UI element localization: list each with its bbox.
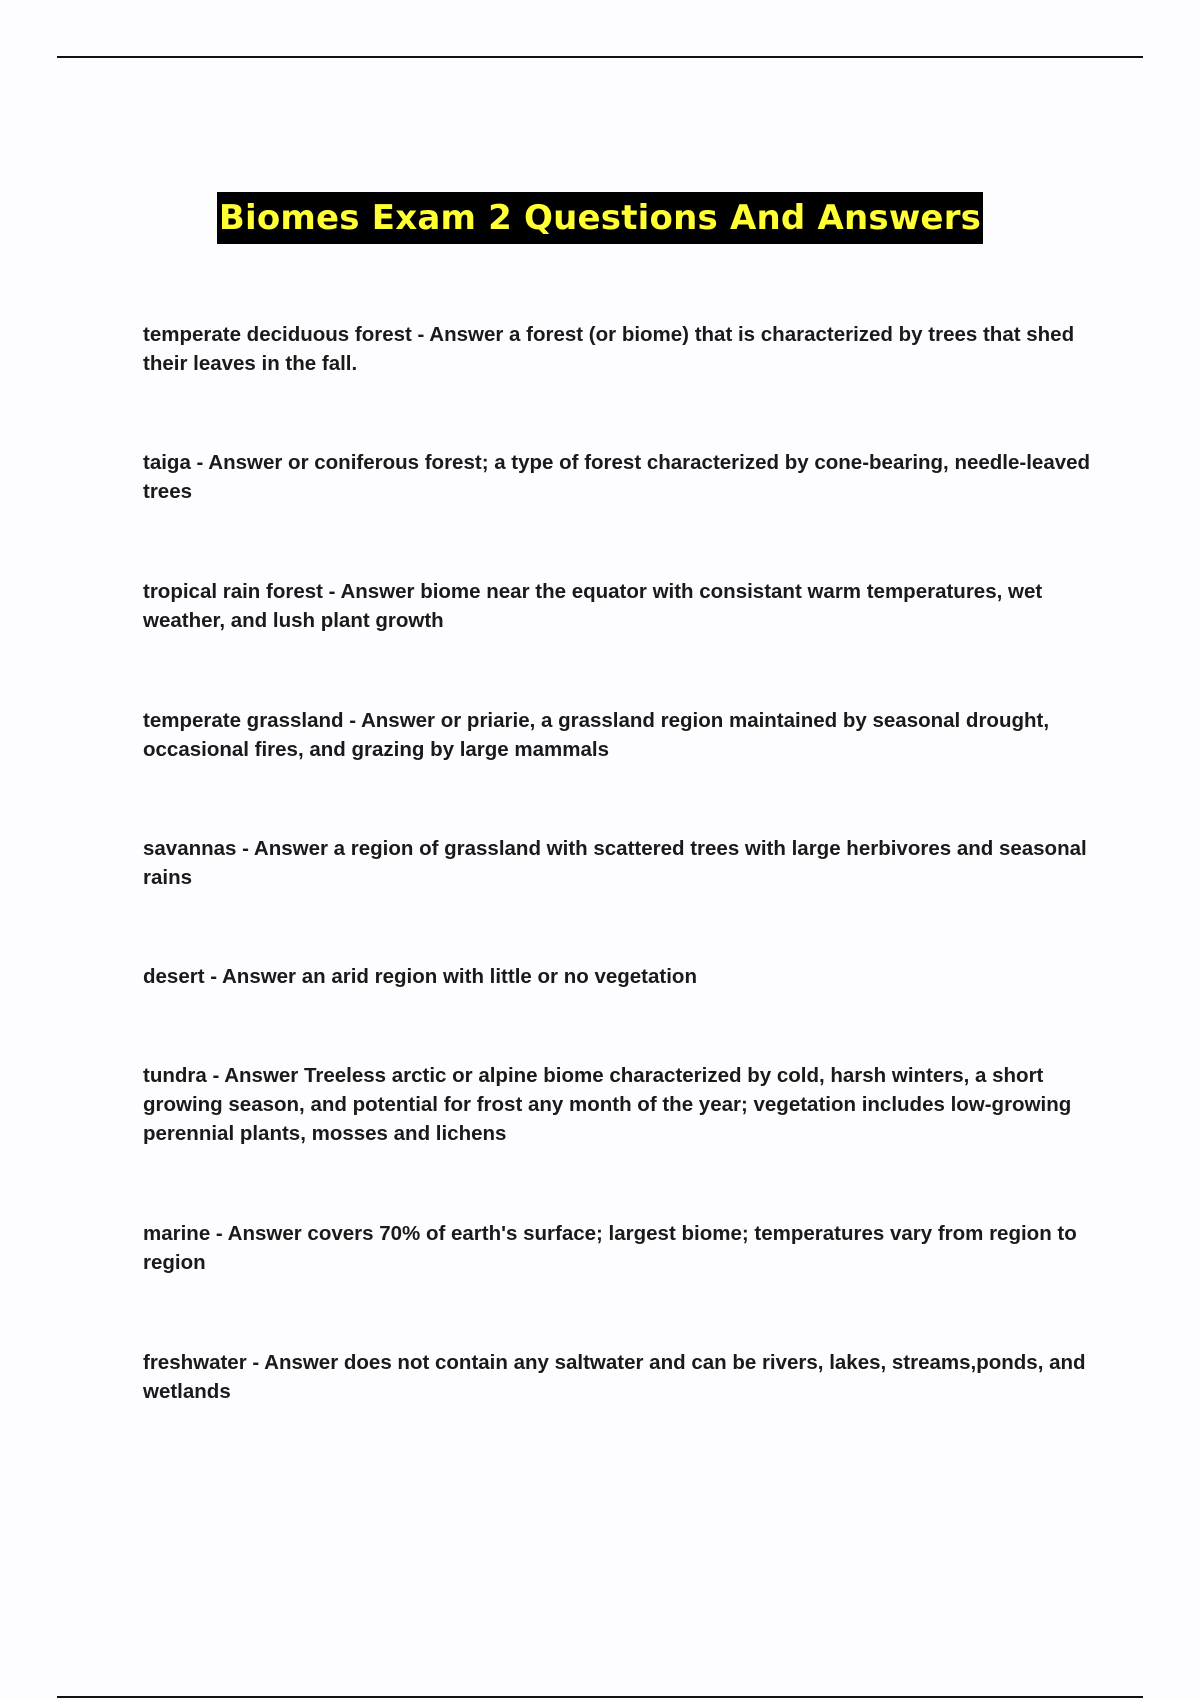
entry-temperate-deciduous-forest: temperate deciduous forest - Answer a forest (or biome) that is characterized by trees that shed their leaves in the fall. xyxy=(143,323,1075,375)
entry-temperate-grassland: temperate grassland - Answer or priarie, a grassland region maintained by seasonal drought, occasional fires, and grazing by large mammals xyxy=(143,709,1050,761)
entry-freshwater: freshwater - Answer does not contain any saltwater and can be rivers, lakes, streams,ponds, and wetlands xyxy=(143,1351,1086,1403)
footer-rule xyxy=(57,1696,1143,1698)
document-title: Biomes Exam 2 Questions And Answers xyxy=(217,192,983,244)
entry-tundra: tundra - Answer Treeless arctic or alpine biome characterized by cold, harsh winters, a short growing season, and potential for frost any month of the year; vegetation includes low-growing perennial plants, mosses and lichens xyxy=(143,1064,1072,1145)
entry-taiga: taiga - Answer or coniferous forest; a type of forest characterized by cone-bearing, needle-leaved trees xyxy=(143,451,1091,503)
entry-marine: marine - Answer covers 70% of earth's surface; largest biome; temperatures vary from region to region xyxy=(143,1222,1077,1274)
title-container xyxy=(0,192,1200,244)
entry-desert: desert - Answer an arid region with little or no vegetation xyxy=(143,965,697,988)
entry-tropical-rain-forest: tropical rain forest - Answer biome near the equator with consistant warm temperatures, wet weather, and lush plant growth xyxy=(143,580,1043,632)
header-rule xyxy=(57,56,1143,58)
entry-savannas: savannas - Answer a region of grassland with scattered trees with large herbivores and seasonal rains xyxy=(143,837,1087,889)
